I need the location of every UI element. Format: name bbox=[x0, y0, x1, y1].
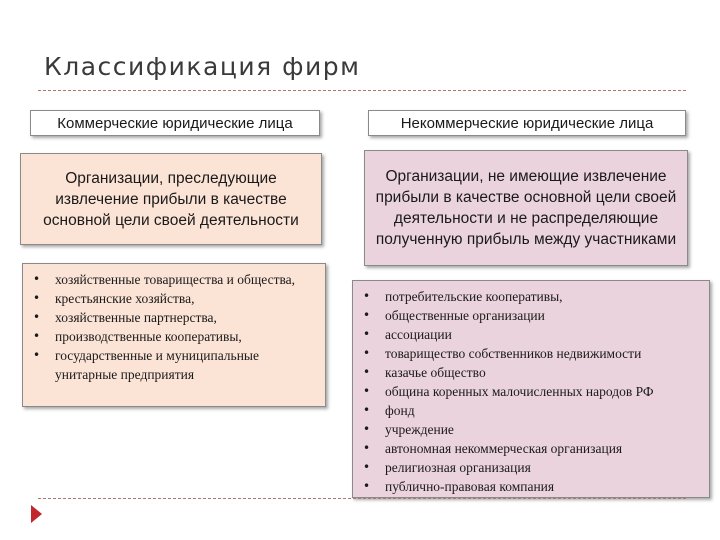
commercial-items bbox=[31, 270, 317, 384]
noncommercial-description bbox=[364, 150, 688, 266]
commercial-description bbox=[20, 153, 322, 245]
noncommercial-items bbox=[361, 287, 701, 496]
list-item: • крестьянские хозяйства, bbox=[31, 289, 317, 308]
noncommercial-header-label: Некоммерческие юридические лица bbox=[400, 114, 654, 132]
list-item: • автономная некоммерческая организация bbox=[361, 439, 701, 458]
red-triangle-arrow-icon[interactable] bbox=[31, 505, 42, 523]
commercial-header-label: Коммерческие юридические лица bbox=[57, 114, 293, 132]
commercial-list bbox=[22, 263, 326, 407]
list-item: • религиозная организация bbox=[361, 458, 701, 477]
list-item: • публично-правовая компания bbox=[361, 477, 701, 496]
list-item: • учреждение bbox=[361, 420, 701, 439]
list-item: • казачье общество bbox=[361, 363, 701, 382]
noncommercial-header bbox=[368, 110, 686, 136]
list-item: • ассоциации bbox=[361, 325, 701, 344]
commercial-header bbox=[30, 110, 320, 136]
list-item: • фонд bbox=[361, 401, 701, 420]
list-item: • производственные кооперативы, bbox=[31, 327, 317, 346]
footer-divider bbox=[38, 498, 686, 499]
noncommercial-list bbox=[352, 280, 710, 498]
list-item: • община коренных малочисленных народов РФ bbox=[361, 382, 701, 401]
list-item: • потребительские кооперативы, bbox=[361, 287, 701, 306]
commercial-description-text: Организации, преследующие извлечение прибыли в качестве основной цели своей деятельности bbox=[43, 169, 299, 229]
list-item: • хозяйственные партнерства, bbox=[31, 308, 317, 327]
list-item: • товарищество собственников недвижимости bbox=[361, 344, 701, 363]
list-item: • общественные организации bbox=[361, 306, 701, 325]
list-item: • хозяйственные товарищества и общества, bbox=[31, 270, 317, 289]
list-item: • государственные и муниципальные унитарные предприятия bbox=[31, 346, 317, 384]
title-divider bbox=[38, 90, 686, 91]
page-title: Классификация фирм bbox=[44, 52, 361, 81]
noncommercial-description-text: Организации, не имеющие извлечение прибыли в качестве основной цели своей деятельности и не распределяющие полученную прибыль между участниками bbox=[375, 168, 677, 248]
